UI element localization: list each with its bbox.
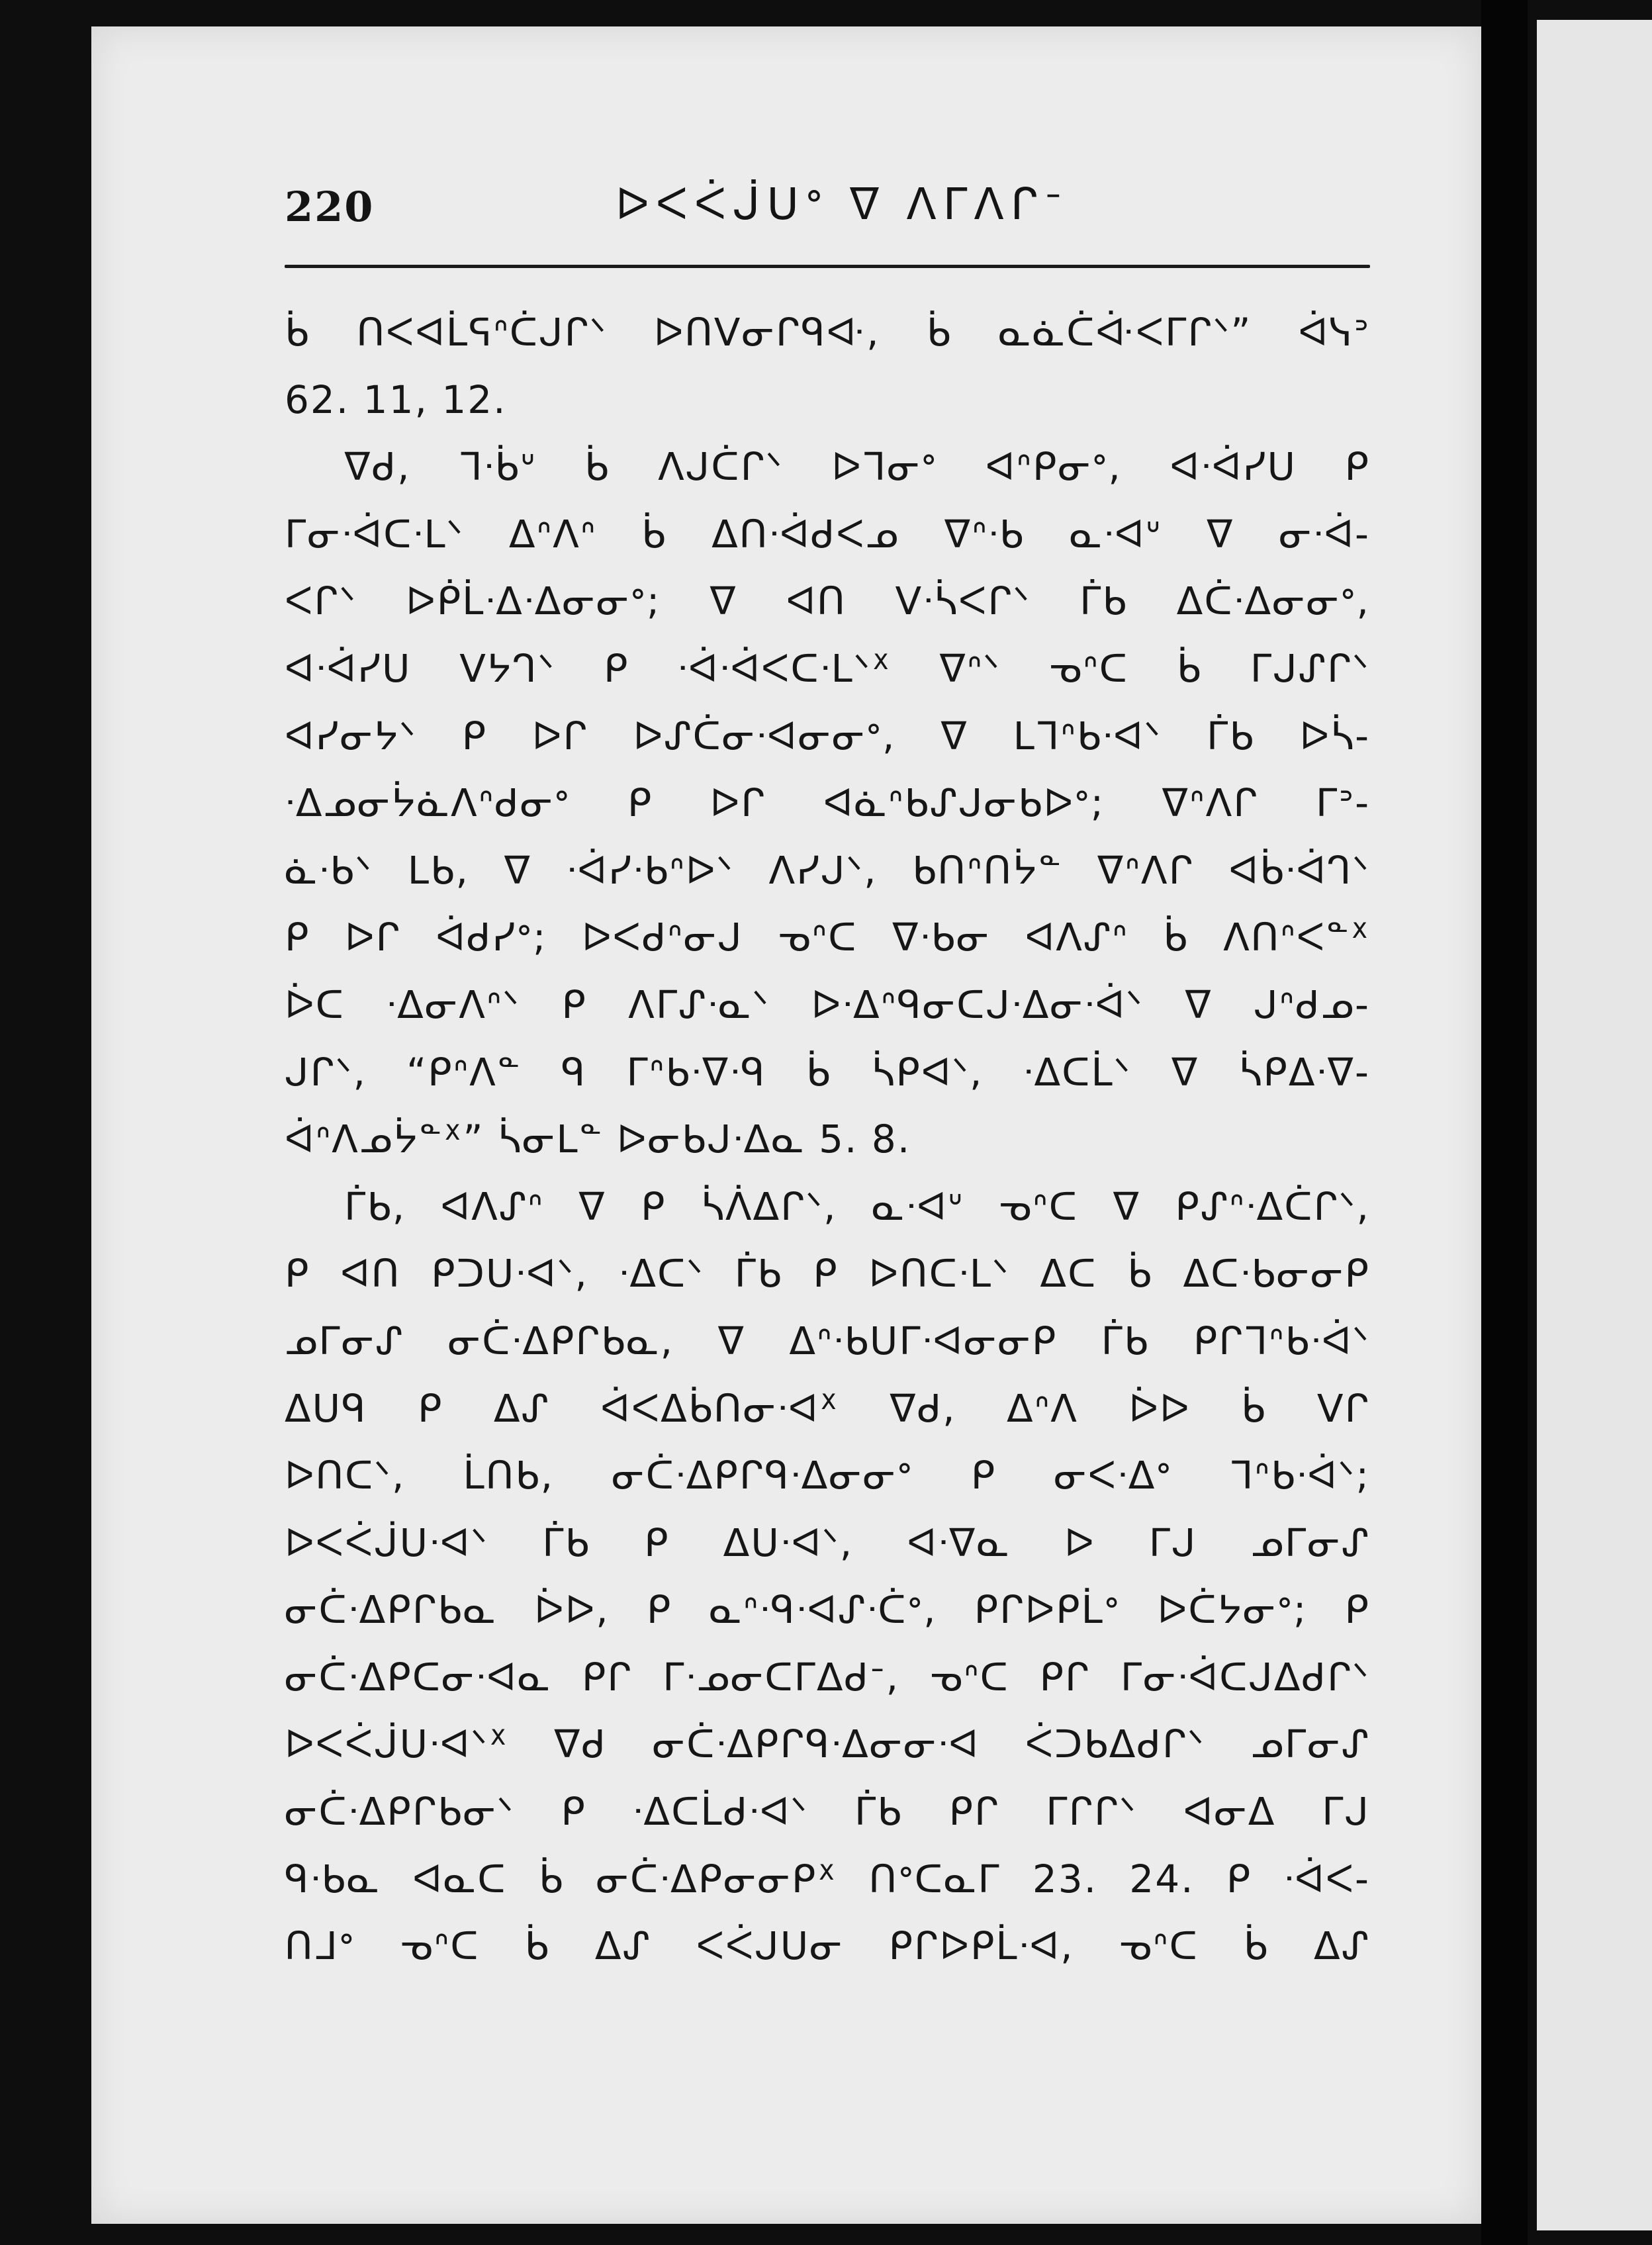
text-line: ᐅᐸᐹᒎᑌᐧᐊᐠ ᒦᑲ ᑭ ᐃᑌᐧᐊᐠ, ᐊᐧᐁᓇ ᐅ ᒥᒍ ᓄᒥᓂᔑ	[285, 1520, 1370, 1565]
adjacent-page-edge	[1537, 20, 1652, 2230]
body-text	[285, 299, 1370, 1980]
text-line: ᓂᑖᐧᐃᑭᑕᓂᐧᐊᓇ ᑭᒋ ᒥᐧᓄᓂᑕᒥᐃᑯᐨ, ᓀᐢᑕ ᑭᒋ ᒥᓂᐧᐋᑕᒍᐃᑯᒋᐠ	[285, 1654, 1370, 1700]
paragraph-start-line: ᒦᑲ, ᐊᐱᔑᐢ ᐁ ᑭ ᓵᐲᐃᒋᐠ, ᓇᐧᐊᐡ ᓀᐢᑕ ᐁ ᑭᔑᐢᐧᐃᑖᒋᐠ,	[344, 1183, 1370, 1229]
paragraph-start-line: ᐁᑯ, ᒣᐧᑳᐡ ᑳ ᐱᒍᑖᒋᐠ ᐅᒣᓂᐤ ᐊᐢᑭᓂᐤ, ᐊᐧᐋᓯᑌ ᑭ	[344, 444, 1370, 490]
text-line: ᓄᒥᓂᔑ ᓂᑖᐧᐃᑭᒋᑲᓇ, ᐁ ᐃᐢᐧᑲᑌᒥᐧᐊᓂᓂᑭ ᒦᑲ ᑭᒋᒣᐢᑲᐧᐋᐠ	[285, 1318, 1370, 1363]
text-line: ᐊᐧᐋᓯᑌ ᐯᔭᒉᐠ ᑭ ᐧᐋᐧᐋᐸᑕᐧᒪᐠᕽ ᐁᐢᐠ ᓀᐢᑕ ᑳ ᒥᒍᔑᒋᐠ	[285, 645, 1370, 691]
text-line: ᐊᓯᓂᔭᐠ ᑭ ᐅᒋ ᐅᔑᑖᓂᐧᐊᓂᓂᐤ, ᐁ ᒪᒣᐢᑲᐧᐊᐠ ᒦᑲ ᐅᓵ-	[285, 713, 1370, 758]
text-line: 62. 11, 12.	[285, 377, 507, 422]
text-line: ᐋᐢᐱᓄᔮᓐᕽ” ᓵᓂᒪᓐ ᐅᓂᑲᒍᐧᐃᓇ 5. 8.	[285, 1117, 911, 1162]
book-gutter	[1481, 0, 1528, 2245]
running-title: ᐅᐸᐹᒎᑌᐤ ᐁ ᐱᒥᐱᒋᐨ	[616, 179, 1068, 230]
text-line: ᑎᒧᐤ ᓀᐢᑕ ᑳ ᐃᔑ ᐸᐹᒍᑌᓂ ᑭᒋᐅᑭᒫᐧᐊ, ᓀᐢᑕ ᑳ ᐃᔑ	[285, 1923, 1370, 1969]
text-line: ᐸᒋᐠ ᐅᑮᒫᐧᐃᐧᐃᓂᓂᐤ; ᐁ ᐊᑎ ᐯᐧᓵᐸᒋᐠ ᒦᑲ ᐃᑖᐧᐃᓂᓂᐤ,	[285, 578, 1370, 624]
text-line: ᓈᐧᑲᐠ ᒪᑲ, ᐁ ᐧᐋᓯᐧᑲᐢᐅᐠ ᐱᓯᒍᐠ, ᑲᑎᐢᑎᔮᓐ ᐁᐢᐱᒋ ᐊᑳᐧᐋᒉᐠ	[285, 847, 1370, 893]
page-number: 220	[285, 183, 375, 231]
text-line: ᑭ ᐅᒋ ᐋᑯᓯᐤ; ᐅᐸᑯᐢᓂᒍ ᓀᐢᑕ ᐁᐧᑲᓂ ᐊᐱᔑᐢ ᑳ ᐱᑎᐢᐸᓐᕽ	[285, 915, 1370, 960]
text-line: ᑭ ᐊᑎ ᑭᑐᑌᐧᐊᐠ, ᐧᐃᑕᐠ ᒦᑲ ᑭ ᐅᑎᑕᐧᒪᐠ ᐃᑕ ᑳ ᐃᑕᐧᑲᓂᓂᑭ	[285, 1251, 1370, 1297]
text-line: ᐅᑎᑕᐠ, ᒫᑎᑲ, ᓂᑖᐧᐃᑭᒋᑫᐧᐃᓂᓂᐤ ᑭ ᓂᐸᐧᐃᐤ ᒣᐢᑲᐧᐋᐠ;	[285, 1453, 1370, 1498]
text-line: ᑫᐧᑲᓇ ᐊᓇᑕ ᑳ ᓂᑖᐧᐃᑭᓂᓂᑭᕽ ᑎᐤᑕᓇᒥ 23. 24. ᑭ ᐧᐋᐸ-	[285, 1856, 1370, 1901]
header-rule	[285, 265, 1370, 268]
text-line: ᓂᑖᐧᐃᑭᒋᑲᓇ ᐆᐅ, ᑭ ᓇᐢᐧᑫᐧᐊᔑᐧᑖᐤ, ᑭᒋᐅᑭᒫᐤ ᐅᑖᔭᓂᐤ; ᑭ	[285, 1587, 1370, 1633]
text-line: ᐆᑕ ᐧᐃᓂᐱᐢᐠ ᑭ ᐱᒥᔑᐧᓇᐠ ᐅᐧᐃᐢᑫᓂᑕᒍᐧᐃᓂᐧᐋᐠ ᐁ ᒍᐢᑯᓄ-	[285, 982, 1370, 1027]
page-header	[285, 179, 1370, 252]
text-line: ᒥᓂᐧᐋᑕᐧᒪᐠ ᐃᐢᐱᐢ ᑳ ᐃᑎᐧᐋᑯᐸᓄ ᐁᐢᐧᑲ ᓇᐧᐊᐡ ᐁ ᓂᐧᐋ-	[285, 511, 1370, 557]
text-line: ᐧᐃᓄᓂᔮᓈᐱᐢᑯᓂᐤ ᑭ ᐅᒋ ᐊᓈᐢᑲᔑᒍᓂᑲᐅᐤ; ᐁᐢᐱᒋ ᒥᐣ-	[285, 780, 1370, 826]
text-line: ᐅᐸᐹᒎᑌᐧᐊᐠᕽ ᐁᑯ ᓂᑖᐧᐃᑭᒋᑫᐧᐃᓂᓂᐧᐊ ᐹᑐᑲᐃᑯᒋᐠ ᓄᒥᓂᔑ	[285, 1721, 1370, 1767]
text-line: ᓂᑖᐧᐃᑭᒋᑲᓂᐠ ᑭ ᐧᐃᑕᒫᑯᐧᐊᐠ ᒦᑲ ᑭᒋ ᒥᒋᒋᐠ ᐊᓂᐃ ᒥᒍ	[285, 1789, 1370, 1835]
text-line: ᑳ ᑎᐸᐊᒫᕋᐢᑖᒍᒋᐠ ᐅᑎᐯᓂᒋᑫᐘ, ᑳ ᓇᓈᑖᐚᐸᒥᒋᐠ” ᐋᓭᐣ	[285, 310, 1370, 355]
text-line: ᐃᑌᑫ ᑭ ᐃᔑ ᐋᐸᐃᑳᑎᓂᐧᐊᕽ ᐁᑯ, ᐃᐢᐱ ᐆᐅ ᑳ ᐯᒋ	[285, 1385, 1370, 1431]
text-line: ᒍᒋᐠ, “ᑭᐢᐱᓐ ᑫ ᒥᐢᑲᐧᐁᐧᑫ ᑳ ᓵᑭᐊᐠ, ᐧᐃᑕᒫᐠ ᐁ ᓵᑭᐃᐧᐁ-	[285, 1049, 1370, 1095]
